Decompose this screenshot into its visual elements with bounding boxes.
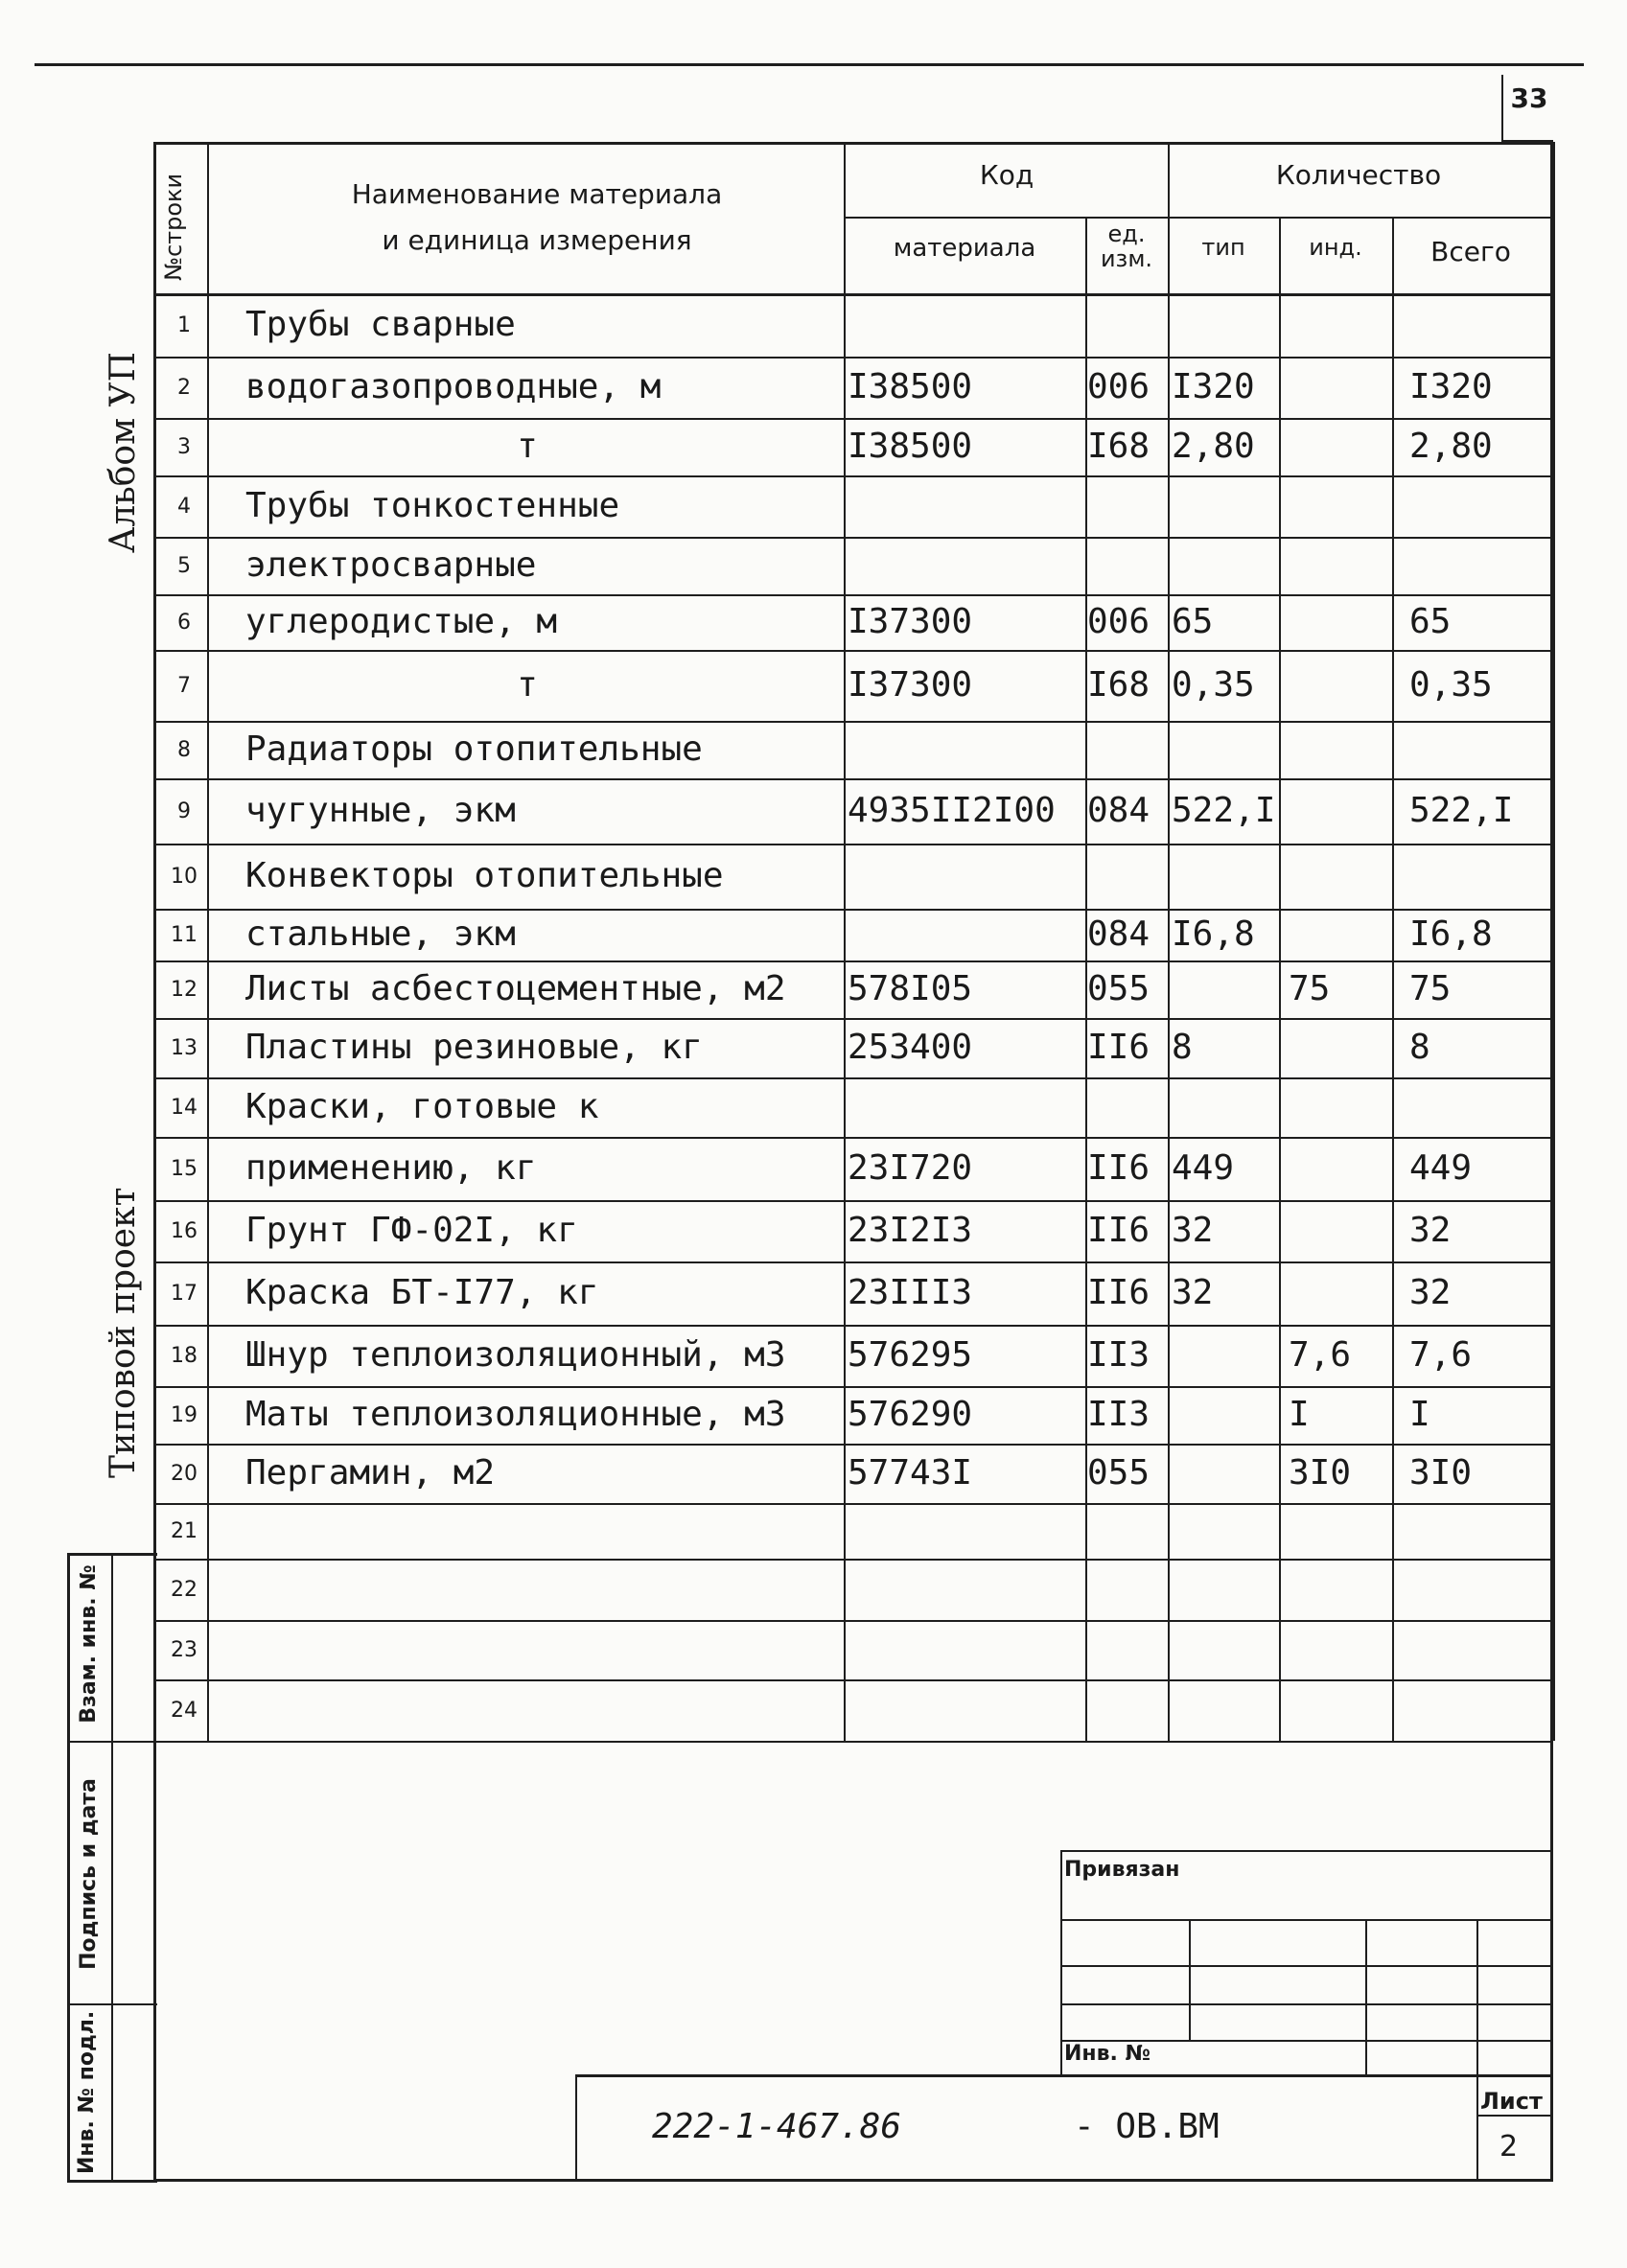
- row-code: 578I05: [848, 969, 973, 1008]
- header-bottom-line: [153, 293, 1553, 296]
- row-type: 8: [1172, 1028, 1193, 1067]
- table-vline: [207, 142, 209, 1741]
- row-name: Краски, готовые к: [245, 1087, 599, 1126]
- row-unit: II6: [1087, 1028, 1151, 1067]
- table-hline: [153, 1620, 1553, 1622]
- header-total: Всего: [1430, 236, 1511, 267]
- row-type: 449: [1172, 1148, 1235, 1188]
- table-hline: [153, 1325, 1553, 1327]
- header-material: материала: [893, 234, 1036, 263]
- row-number: 8: [177, 738, 191, 762]
- row-unit: 006: [1087, 602, 1151, 641]
- stamp-left-edge: [67, 1553, 70, 2182]
- table-hline: [153, 418, 1553, 420]
- table-hline: [153, 721, 1553, 723]
- row-ind: 75: [1289, 969, 1331, 1008]
- tb-hline: [1060, 2003, 1553, 2005]
- row-name: Листы асбестоцементные, м2: [245, 969, 786, 1008]
- top-rule: [35, 63, 1584, 66]
- row-unit: II6: [1087, 1273, 1151, 1312]
- row-unit: 084: [1087, 791, 1151, 830]
- row-code: 23I720: [848, 1148, 973, 1188]
- header-name-line1: Наименование материала: [351, 178, 723, 210]
- row-code: 576290: [848, 1395, 973, 1434]
- table-hline: [153, 1503, 1553, 1505]
- row-unit: I68: [1087, 665, 1151, 705]
- row-number: 19: [171, 1403, 198, 1427]
- row-code: 23III3: [848, 1273, 973, 1312]
- row-type: 32: [1172, 1211, 1214, 1250]
- row-unit: II3: [1087, 1395, 1151, 1434]
- table-hline: [153, 1261, 1553, 1263]
- table-hline: [153, 1200, 1553, 1202]
- document-suffix: - ОВ.ВМ: [1074, 2107, 1220, 2146]
- header-type: тип: [1201, 234, 1245, 261]
- row-type: 65: [1172, 602, 1214, 641]
- row-number: 15: [171, 1157, 198, 1181]
- row-code: I38500: [848, 367, 973, 406]
- table-hline: [153, 1077, 1553, 1079]
- header-quantity: Количество: [1275, 159, 1442, 191]
- tb-vline: [1365, 1919, 1367, 2076]
- table-hline: [153, 1018, 1553, 1020]
- table-hline: [153, 844, 1553, 845]
- signature-date-label: Подпись и дата: [77, 1778, 101, 1970]
- header-row-number: №строки: [160, 173, 187, 281]
- row-code: 57743I: [848, 1453, 973, 1493]
- row-code: 576295: [848, 1335, 973, 1375]
- row-number: 5: [177, 554, 191, 578]
- stamp-divider: [111, 1553, 113, 2182]
- table-hline: [153, 357, 1553, 359]
- privyazan-label: Привязан: [1064, 1858, 1180, 1882]
- table-vline: [844, 142, 846, 1741]
- row-name: Шнур теплоизоляционный, м3: [245, 1335, 786, 1375]
- row-total: 2,80: [1409, 427, 1493, 466]
- row-total: 32: [1409, 1273, 1452, 1312]
- row-name: применению, кг: [245, 1148, 537, 1188]
- row-total: 3I0: [1409, 1453, 1473, 1493]
- table-hline: [153, 1386, 1553, 1388]
- table-hline: [153, 475, 1553, 477]
- table-hline: [153, 1741, 1553, 1743]
- inv-no-label: Инв. №: [1064, 2042, 1151, 2066]
- tb-vline: [1476, 2074, 1478, 2182]
- row-number: 1: [177, 313, 191, 337]
- row-total: 522,I: [1409, 791, 1514, 830]
- row-number: 4: [177, 495, 191, 519]
- row-total: 75: [1409, 969, 1452, 1008]
- row-unit: 055: [1087, 1453, 1151, 1493]
- row-name: Трубы тонкостенные: [245, 486, 620, 525]
- header-ind: инд.: [1309, 234, 1362, 261]
- row-name: стальные, экм: [245, 914, 516, 954]
- inv-podl-label: Инв. № подл.: [75, 2010, 99, 2174]
- row-number: 10: [171, 865, 198, 889]
- table-vline: [207, 142, 209, 293]
- stamp-divider-1: [67, 1741, 157, 1743]
- row-type: I6,8: [1172, 914, 1255, 954]
- table-hline: [153, 594, 1553, 596]
- row-type: 0,35: [1172, 665, 1255, 705]
- row-total: I6,8: [1409, 914, 1493, 954]
- row-total: I320: [1409, 367, 1493, 406]
- table-vline: [153, 142, 155, 1741]
- header-name-line2: и единица измерения: [382, 224, 692, 256]
- row-total: 449: [1409, 1148, 1473, 1188]
- tb-vline: [1189, 1919, 1191, 2042]
- row-type: 32: [1172, 1273, 1214, 1312]
- row-total: I: [1409, 1395, 1430, 1434]
- row-code: I37300: [848, 602, 973, 641]
- tb-vline: [1476, 1919, 1478, 2076]
- header-code: Код: [979, 159, 1034, 191]
- row-total: 65: [1409, 602, 1452, 641]
- row-name: т: [517, 427, 538, 466]
- tb-hline: [575, 2074, 1553, 2077]
- vzam-inv-label: Взам. инв. №: [77, 1564, 101, 1724]
- row-type: 2,80: [1172, 427, 1255, 466]
- row-number: 3: [177, 435, 191, 459]
- row-number: 20: [171, 1462, 198, 1486]
- table-hline: [153, 650, 1553, 652]
- row-number: 2: [177, 376, 191, 400]
- row-number: 22: [171, 1578, 198, 1602]
- row-type: 522,I: [1172, 791, 1276, 830]
- table-hline: [153, 1679, 1553, 1681]
- tb-vline: [1060, 1850, 1062, 2076]
- row-number: 24: [171, 1699, 198, 1723]
- row-number: 21: [171, 1519, 198, 1543]
- album-label: Альбом УП: [104, 352, 143, 553]
- table-vline: [1553, 142, 1555, 1741]
- table-vline: [1392, 217, 1394, 1741]
- row-unit: II6: [1087, 1148, 1151, 1188]
- tb-hline: [1060, 1965, 1553, 1967]
- row-number: 13: [171, 1036, 198, 1060]
- row-unit: 055: [1087, 969, 1151, 1008]
- row-name: электросварные: [245, 545, 537, 585]
- header-unit-line2: изм.: [1100, 245, 1153, 272]
- row-type: I320: [1172, 367, 1255, 406]
- row-total: 7,6: [1409, 1335, 1473, 1375]
- stamp-divider-2: [67, 2003, 157, 2005]
- row-name: чугунные, экм: [245, 791, 516, 830]
- stamp-bottom-edge: [67, 2180, 157, 2183]
- row-name: углеродистые, м: [245, 602, 558, 641]
- tb-hline: [1060, 1850, 1553, 1852]
- table-vline: [1168, 217, 1170, 1741]
- row-name: Грунт ГФ-02I, кг: [245, 1211, 578, 1250]
- row-total: 32: [1409, 1211, 1452, 1250]
- row-name: Пластины резиновые, кг: [245, 1028, 703, 1067]
- row-number: 6: [177, 611, 191, 635]
- row-number: 9: [177, 799, 191, 823]
- row-code: I38500: [848, 427, 973, 466]
- row-name: Трубы сварные: [245, 305, 516, 344]
- row-unit: 006: [1087, 367, 1151, 406]
- row-total: 0,35: [1409, 665, 1493, 705]
- row-code: I37300: [848, 665, 973, 705]
- row-ind: I: [1289, 1395, 1310, 1434]
- tb-vline: [575, 2074, 577, 2182]
- row-number: 7: [177, 674, 191, 698]
- table-hline: [153, 1559, 1553, 1561]
- row-ind: 7,6: [1289, 1335, 1352, 1375]
- row-name: Маты теплоизоляционные, м3: [245, 1395, 786, 1434]
- table-hline: [153, 778, 1553, 780]
- row-number: 23: [171, 1638, 198, 1662]
- row-total: 8: [1409, 1028, 1430, 1067]
- row-name: т: [517, 665, 538, 705]
- row-unit: II6: [1087, 1211, 1151, 1250]
- row-unit: II3: [1087, 1335, 1151, 1375]
- table-hline: [153, 909, 1553, 911]
- row-ind: 3I0: [1289, 1453, 1352, 1493]
- row-name: Пергамин, м2: [245, 1453, 496, 1493]
- table-hline: [153, 960, 1553, 962]
- row-number: 14: [171, 1096, 198, 1120]
- table-hline: [153, 537, 1553, 539]
- sheet-number: 2: [1499, 2130, 1519, 2164]
- document-code: 222-1-467.86: [652, 2107, 902, 2146]
- row-name: Краска БТ-I77, кг: [245, 1273, 599, 1312]
- row-number: 12: [171, 978, 198, 1002]
- tb-hline: [1060, 1919, 1553, 1921]
- row-code: 23I2I3: [848, 1211, 973, 1250]
- row-unit: I68: [1087, 427, 1151, 466]
- row-unit: 084: [1087, 914, 1151, 954]
- header-unit-line1: ед.: [1107, 220, 1146, 247]
- header-mid-line: [844, 217, 1553, 219]
- project-label: Типовой проект: [104, 1187, 143, 1478]
- sheet-label: Лист: [1480, 2088, 1543, 2115]
- row-number: 11: [171, 923, 198, 947]
- row-number: 16: [171, 1219, 198, 1243]
- tb-hline: [1476, 2115, 1553, 2117]
- row-code: 253400: [848, 1028, 973, 1067]
- row-name: водогазопроводные, м: [245, 367, 662, 406]
- row-name: Конвекторы отопительные: [245, 856, 724, 895]
- page-number: 33: [1510, 82, 1548, 114]
- table-hline: [153, 1444, 1553, 1446]
- row-number: 18: [171, 1344, 198, 1368]
- row-name: Радиаторы отопительные: [245, 729, 703, 769]
- table-hline: [153, 1137, 1553, 1139]
- row-code: 4935II2I00: [848, 791, 1056, 830]
- row-number: 17: [171, 1282, 198, 1306]
- table-vline: [1279, 217, 1281, 1741]
